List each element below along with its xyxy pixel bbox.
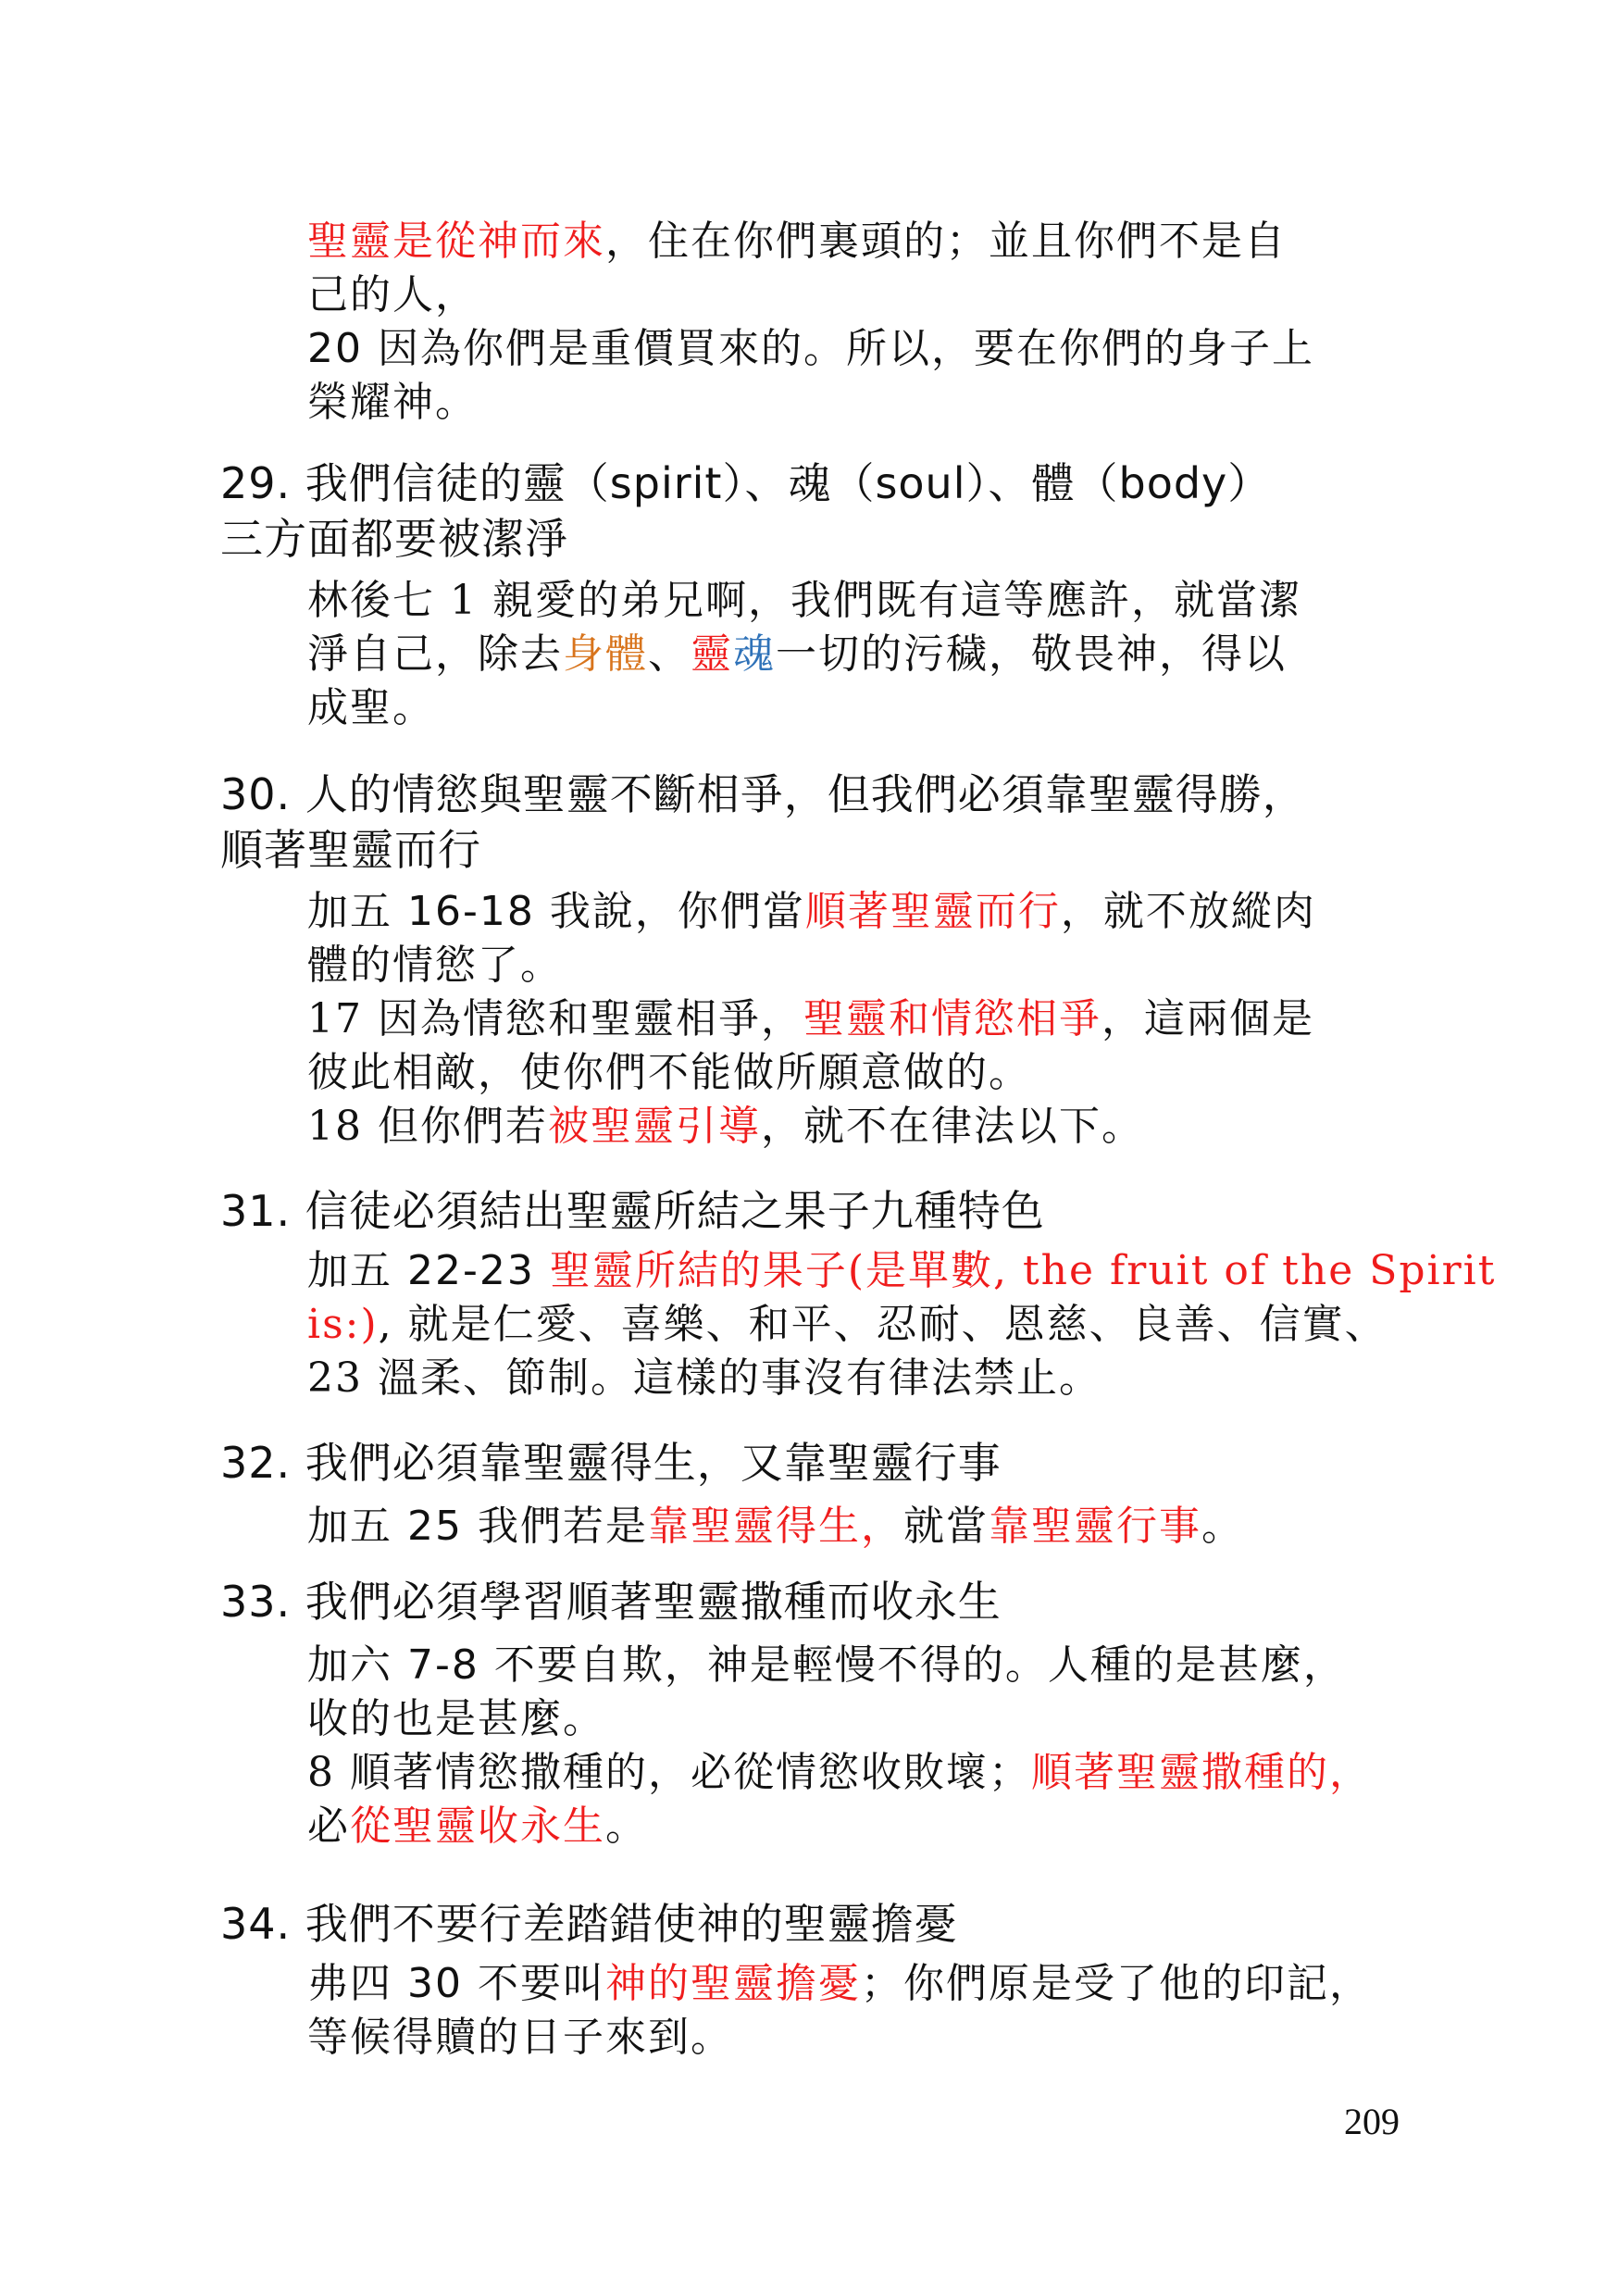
highlight-text: 被聖靈引導: [547, 1103, 761, 1150]
scripture-reference: 林後七: [307, 577, 435, 624]
section-heading-34: 34. 我們不要行差踏錯使神的聖靈擔憂: [220, 1899, 958, 1949]
section-heading-33: 33. 我們必須學習順著聖靈撒種而收永生: [220, 1577, 1002, 1627]
section-heading-32: 32. 我們必須靠聖靈得生，又靠聖靈行事: [220, 1438, 1002, 1488]
verse-line: 榮耀神。: [307, 379, 478, 426]
verse-line: 必從聖靈收永生。: [307, 1803, 648, 1850]
verse-line: 等候得贖的日子來到。: [307, 2014, 733, 2061]
scripture-reference: 加五 25: [307, 1503, 463, 1550]
verse-block-34: [307, 1957, 1409, 2065]
section-heading-31: 31. 信徒必須結出聖靈所結之果子九種特色: [220, 1186, 1045, 1236]
highlight-text: 從聖靈收永生: [350, 1803, 605, 1850]
verse-line: 己的人，: [307, 271, 478, 318]
verse-line: 彼此相敵，使你們不能做所願意做的。: [307, 1049, 1031, 1096]
highlight-text: 神的聖靈擔憂: [604, 1960, 861, 2007]
verse-block-30: [307, 885, 1409, 1154]
page-number: 209: [1344, 2101, 1400, 2142]
verse-line: 23 溫柔、節制。這樣的事沒有律法禁止。: [307, 1354, 1101, 1402]
highlight-text: 身體: [563, 630, 648, 678]
verse-block-29: [307, 574, 1409, 735]
verse-line: 林後七 1 親愛的弟兄啊，我們既有這等應許，就當潔: [307, 577, 1301, 624]
section-heading-30: 30. 人的情慾與聖靈不斷相爭，但我們必須靠聖靈得勝， 順著聖靈而行: [220, 769, 1306, 875]
scripture-reference: 弗四 30: [307, 1960, 463, 2007]
highlight-text: 聖靈是從神而來: [307, 218, 605, 265]
highlight-text: 聖靈和情慾相爭: [803, 995, 1101, 1042]
highlight-text: 靠聖靈行事: [988, 1503, 1201, 1550]
verse-line: [307, 1244, 1497, 1298]
verse-line: 弗四 30 不要叫神的聖靈擔憂；你們原是受了他的印記，: [307, 1960, 1372, 2007]
verse-line: 17 因為情慾和聖靈相爭，聖靈和情慾相爭，這兩個是: [307, 995, 1314, 1042]
scripture-reference: 加五 16-18: [307, 888, 535, 935]
verse-block-31: [307, 1244, 1497, 1405]
highlight-text: is:): [307, 1301, 379, 1348]
verse-block-32: [307, 1500, 1409, 1554]
verse-line: 淨自己，除去身體、靈魂一切的污穢，敬畏神，得以: [307, 630, 1287, 678]
scripture-reference: 加五 22-23: [307, 1247, 535, 1294]
verse-line: is:), 就是仁愛、喜樂、和平、忍耐、恩慈、良善、信實、: [307, 1301, 1388, 1348]
highlight-text: 順著聖靈而行: [804, 888, 1061, 935]
verse-line: 加六 7-8 不要自欺，神是輕慢不得的。人種的是甚麼，: [307, 1641, 1346, 1689]
scripture-reference: 加六 7-8: [307, 1641, 479, 1689]
highlight-text: 靠聖靈得生，: [647, 1503, 903, 1550]
verse-line: 聖靈是從神而來，住在你們裏頭的；並且你們不是自: [307, 218, 1287, 265]
verse-line: 成聖。: [307, 684, 435, 731]
verse-line: 加五 16-18 我說，你們當順著聖靈而行，就不放縱肉: [307, 888, 1316, 935]
verse-line: 體的情慾了。: [307, 942, 563, 989]
verse-line: 8 順著情慾撒種的，必從情慾收敗壞；順著聖靈撒種的，: [307, 1749, 1372, 1796]
highlight-text: 靈: [691, 630, 733, 678]
highlight-text: 聖靈所結的果子(是單數, the fruit of the Spirit: [534, 1247, 1497, 1294]
verse-line: 加五 25 我們若是靠聖靈得生，就當靠聖靈行事。: [307, 1503, 1244, 1550]
verse-line: 18 但你們若被聖靈引導，就不在律法以下。: [307, 1103, 1144, 1150]
section-heading-29: 29. 我們信徒的靈（spirit）、魂（soul）、體（body） 三方面都要被潔淨: [220, 458, 1272, 564]
verse-block-33: [307, 1639, 1409, 1853]
verse-continuation: [307, 215, 1409, 430]
verse-line: 收的也是甚麼。: [307, 1695, 605, 1742]
highlight-text: 順著聖靈撒種的，: [1030, 1749, 1372, 1796]
highlight-text: 魂: [733, 630, 776, 678]
verse-line: 20 因為你們是重價買來的。所以，要在你們的身子上: [307, 325, 1314, 372]
